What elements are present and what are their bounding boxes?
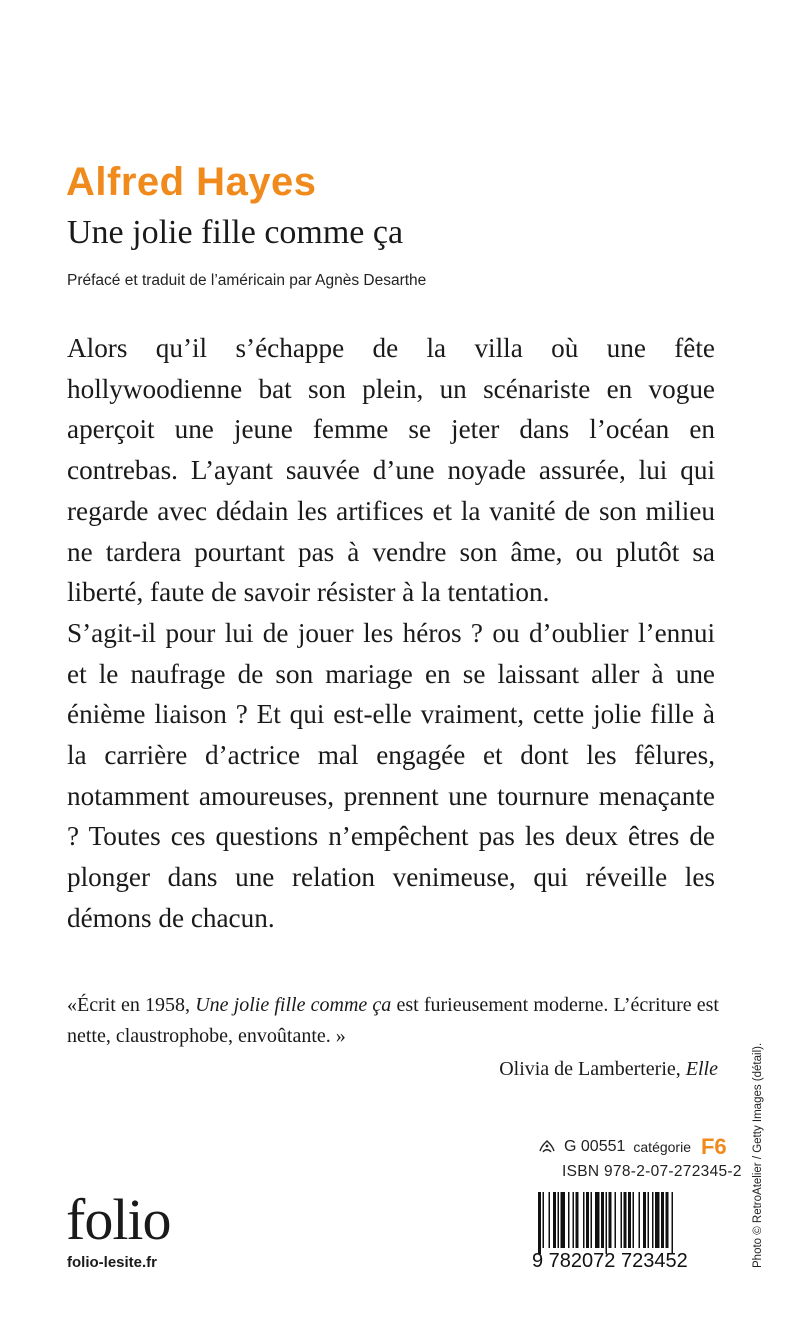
barcode-bar <box>576 1192 579 1248</box>
publisher-website: folio-lesite.fr <box>67 1254 158 1271</box>
quote-book-title: Une jolie fille comme ça <box>195 994 392 1016</box>
category-label: catégorie <box>633 1139 691 1155</box>
photo-credit: Photo © RetroAtelier / Getty Images (détail). <box>752 1042 764 1268</box>
barcode-bar <box>661 1192 664 1248</box>
barcode-bar <box>609 1192 612 1248</box>
barcode-bar <box>606 1192 608 1254</box>
barcode-bar <box>655 1192 660 1248</box>
barcode-bar <box>558 1192 560 1248</box>
barcode-bar <box>586 1192 589 1248</box>
barcode-bar <box>561 1192 566 1248</box>
barcode-bar <box>583 1192 585 1248</box>
barcode-bar <box>549 1192 551 1248</box>
blurb-paragraph-2: S’agit-il pour lui de jouer les héros ? ou d’oublier l’ennui et le naufrage de son mariage en se laissant aller à une énième liaison ? Et qui est-elle vraiment, cette jolie fille à la carrière d’actrice mal engagée et dont les fêlures, notamment amoureuses, prennent une tournure menaçante ? Toutes ces questions n’empêchent pas les deux êtres de plonger dans une relation venimeuse, qui réveille les démons de chacun. <box>67 617 715 933</box>
barcode-bar <box>672 1192 674 1254</box>
barcode-bar <box>573 1192 575 1248</box>
publisher-mark-icon <box>538 1139 556 1155</box>
quote-text-after: est furieusement moderne. L’écriture est nette, claustrophobe, envoûtante. » <box>67 994 719 1047</box>
barcode-bar <box>591 1192 593 1248</box>
translator-credit: Préfacé et traduit de l’américain par Agnès Desarthe <box>67 272 427 289</box>
barcode-bar <box>543 1192 545 1248</box>
barcode-digits: 9 782072 723452 <box>532 1250 688 1272</box>
blurb-paragraph-1: Alors qu’il s’échappe de la villa où une fête hollywoodienne bat son plein, un scénariste en vogue aperçoit une jeune femme se jeter dans l’océan en contrebas. L’ayant sauvée d’une noyade assurée, lui qui regarde avec dédain les artifices et la vanité de son milieu ne tardera pourtant pas à vendre son âme, ou plutôt sa liberté, faute de savoir résister à la tentation. <box>67 333 715 608</box>
quote-source-name: Olivia de Lamberterie, <box>499 1058 686 1080</box>
barcode-bar <box>666 1192 669 1248</box>
barcode-bar <box>639 1192 641 1248</box>
barcode-bar <box>628 1192 631 1248</box>
barcode-bar <box>568 1192 570 1248</box>
isbn: ISBN 978-2-07-272345-2 <box>562 1163 742 1180</box>
barcode-bar <box>538 1192 541 1254</box>
barcode-bar <box>601 1192 604 1248</box>
barcode-bar <box>643 1192 646 1248</box>
barcode-bar <box>615 1192 617 1248</box>
barcode-bar <box>553 1192 556 1248</box>
barcode-bar <box>648 1192 650 1248</box>
barcode-bar <box>633 1192 635 1248</box>
catalog-code: G 00551 <box>564 1138 626 1155</box>
publisher-logo: folio <box>66 1187 171 1252</box>
quote-text-before: «Écrit en 1958, <box>67 994 196 1016</box>
catalog-line <box>538 1134 727 1160</box>
barcode-bar <box>621 1192 623 1248</box>
barcode-bar <box>652 1192 654 1248</box>
author-name: Alfred Hayes <box>66 160 317 204</box>
press-quote <box>67 990 719 1052</box>
quote-source <box>499 1058 718 1081</box>
barcode-bar <box>595 1192 600 1248</box>
blurb <box>67 328 715 939</box>
quote-source-publication: Elle <box>685 1058 718 1080</box>
category-value: F6 <box>700 1134 727 1159</box>
book-title: Une jolie fille comme ça <box>67 214 404 251</box>
barcode-bar <box>624 1192 627 1248</box>
